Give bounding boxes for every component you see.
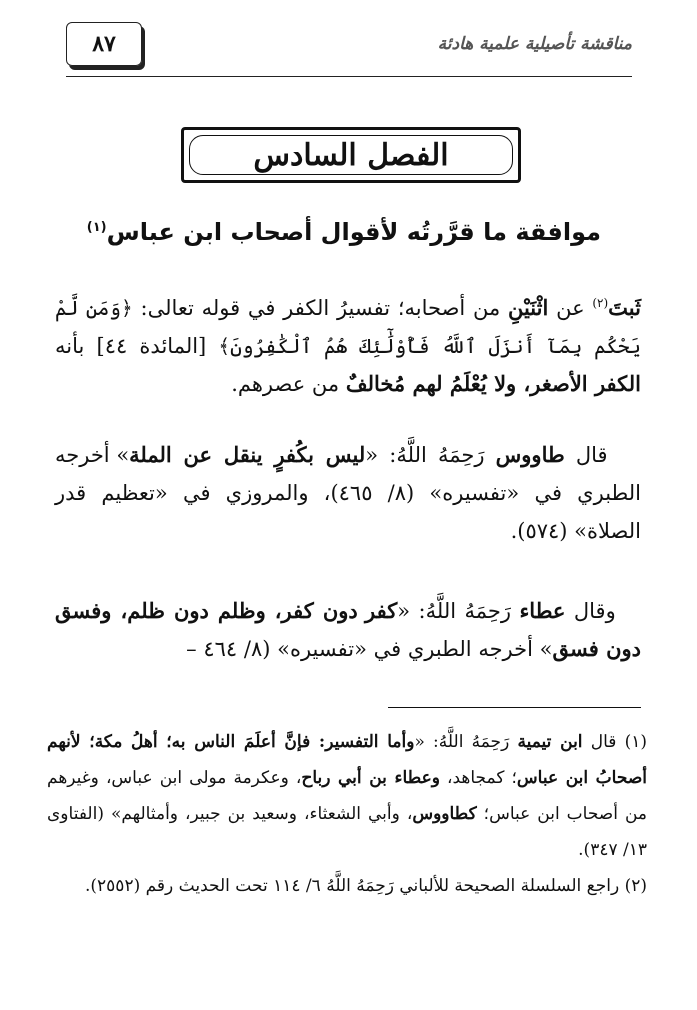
section-title xyxy=(87,218,601,246)
chapter-title: الفصل السادس xyxy=(189,135,513,175)
page-number: ٨٧ xyxy=(92,31,116,57)
fn1-bold2: وأما التفسير: فإنَّ أعلَمَ الناس به؛ أهلُ مكة؛ لأنهم أصحابُ ابن عباس xyxy=(47,732,647,788)
running-title: مناقشة تأصيلية علمية هادئة xyxy=(437,34,632,54)
p3-text1: وقال xyxy=(565,599,616,623)
footnote-1 xyxy=(47,724,647,868)
p3-name: عطاء xyxy=(519,598,566,623)
p1-text2: من أصحابه؛ تفسيرُ الكفر في قوله تعالى: xyxy=(140,296,508,320)
fn1-number: (١) xyxy=(624,732,648,752)
p1-text4: من عصرهم. xyxy=(231,372,346,396)
page-number-box xyxy=(66,22,142,66)
chapter-title-frame xyxy=(181,127,521,183)
fn1-bold1: ابن تيمية xyxy=(517,732,583,752)
footnotes xyxy=(47,724,647,904)
p3-text3: » أخرجه الطبري في «تفسيره» (٨/ ٤٦٤ – xyxy=(186,637,553,661)
fn1-text2: رَحِمَهُ اللَّهُ: « xyxy=(414,732,518,752)
fn1-text4: ، وعكرمة مولى ابن عباس، وغيرهم من أصحاب ابن عباس؛ xyxy=(47,768,647,824)
footnote-divider xyxy=(388,707,641,708)
page-header xyxy=(66,22,632,78)
p1-word1: ثَبتَ xyxy=(608,295,641,320)
p1-text3: [المائدة ٤٤] بأنه xyxy=(55,334,219,358)
fn2-text1: راجع السلسلة الصحيحة للألباني رَحِمَهُ اللَّهُ ٦/ ١١٤ تحت الحديث رقم (٢٥٥٢). xyxy=(85,876,625,896)
p1-text1: عن xyxy=(548,296,593,320)
p3-text2: رَحِمَهُ اللَّهُ: « xyxy=(397,599,520,623)
header-divider xyxy=(66,76,632,77)
p2-text2: رَحِمَهُ اللَّهُ: « xyxy=(365,443,496,467)
footnote-ref-1: (١) xyxy=(86,220,107,235)
fn1-bold4: كطاووس xyxy=(412,804,477,824)
fn1-bold3: وعطاء بن أبي رباح xyxy=(301,768,440,788)
footnote-ref-2: (٢) xyxy=(592,296,609,310)
p2-name: طاووس xyxy=(495,442,565,467)
p2-text3: » أخرجه الطبري في «تفسيره» (٨/ ٤٦٥)، والمروزي في «تعظيم قدر الصلاة» (٥٧٤). xyxy=(55,443,641,543)
p3-quote: كفر دون كفر، وظلم دون ظلم، وفسق دون فسق xyxy=(55,598,641,661)
fn1-text3: ؛ كمجاهد، xyxy=(439,768,517,788)
paragraph-1 xyxy=(55,284,641,403)
section-title-text: موافقة ما قرَّرتُه لأقوال أصحاب ابن عباس xyxy=(106,218,601,246)
fn2-number: (٢) xyxy=(624,876,647,896)
p1-bold: الكفر الأصغر، ولا يُعْلَمُ لهم مُخالفٌ xyxy=(345,371,641,396)
fn1-text5: ، وأبي الشعثاء، وسعيد بن جبير، وأمثالهم» (الفتاوى ١٣/ ٣٤٧). xyxy=(47,804,647,860)
paragraph-2 xyxy=(55,436,641,550)
p2-text1: قال xyxy=(564,443,608,467)
fn1-text1: قال xyxy=(582,732,625,752)
footnote-2 xyxy=(47,868,647,904)
p2-quote: ليس بكُفرٍ ينقل عن الملة xyxy=(129,442,366,467)
paragraph-3 xyxy=(55,592,641,668)
p1-word2: اثْنَيْنِ xyxy=(507,295,549,320)
quran-verse: ﴿وَمَن لَّمْ يَحْكُم بِمَآ أَنزَلَ ٱللَّهُ فَأُوْلَٰٓئِكَ هُمُ ٱلْكَٰفِرُونَ﴾ xyxy=(55,296,642,358)
